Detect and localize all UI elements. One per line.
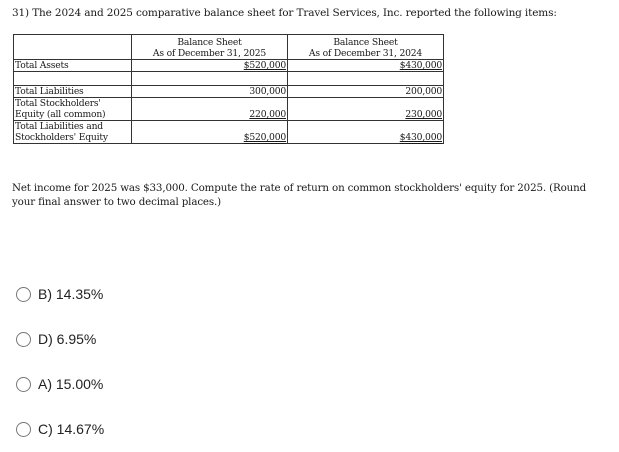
option-d[interactable] bbox=[16, 331, 96, 347]
table-header-row bbox=[14, 35, 444, 60]
total-assets-label: Total Assets bbox=[14, 60, 132, 72]
balance-sheet-table bbox=[13, 34, 444, 144]
total-equity-2024: 230,000 bbox=[288, 98, 444, 121]
radio-icon[interactable] bbox=[16, 422, 31, 437]
total-liabilities-2024: 200,000 bbox=[288, 86, 444, 98]
header-2025-date: As of December 31, 2025 bbox=[152, 48, 267, 59]
option-label: D) 6.95% bbox=[38, 331, 97, 347]
total-liab-equity-2024: $430,000 bbox=[288, 121, 444, 144]
table-row bbox=[14, 86, 444, 98]
table-spacer-row bbox=[14, 72, 444, 86]
total-liab-equity-2025: $520,000 bbox=[132, 121, 288, 144]
header-2025-title: Balance Sheet bbox=[177, 37, 242, 48]
option-label: A) 15.00% bbox=[38, 376, 104, 392]
total-assets-2024: $430,000 bbox=[288, 60, 444, 72]
header-2025 bbox=[132, 35, 288, 60]
option-label: C) 14.67% bbox=[38, 421, 105, 437]
table-row bbox=[14, 121, 444, 144]
total-liabilities-2025: 300,000 bbox=[132, 86, 288, 98]
option-c[interactable] bbox=[16, 421, 104, 437]
option-b[interactable] bbox=[16, 286, 103, 302]
radio-icon[interactable] bbox=[16, 332, 31, 347]
question-text: 31) The 2024 and 2025 comparative balance sheet for Travel Services, Inc. reported the following items: bbox=[12, 7, 557, 19]
total-equity-label: Total Stockholders' Equity (all common) bbox=[14, 98, 132, 121]
total-equity-2025: 220,000 bbox=[132, 98, 288, 121]
instructions-text: Net income for 2025 was $33,000. Compute the rate of return on common stockholders' equity for 2025. (Round your final answer to two decimal places.) bbox=[12, 182, 587, 208]
total-liab-equity-label: Total Liabilities and Stockholders' Equity bbox=[14, 121, 132, 144]
radio-icon[interactable] bbox=[16, 287, 31, 302]
total-liabilities-label: Total Liabilities bbox=[14, 86, 132, 98]
table-row bbox=[14, 98, 444, 121]
header-2024-date: As of December 31, 2024 bbox=[308, 48, 423, 59]
radio-icon[interactable] bbox=[16, 377, 31, 392]
header-2024-title: Balance Sheet bbox=[333, 37, 398, 48]
header-2024 bbox=[288, 35, 444, 60]
total-assets-2025: $520,000 bbox=[132, 60, 288, 72]
table-row bbox=[14, 60, 444, 72]
header-empty-cell bbox=[14, 35, 132, 60]
option-label: B) 14.35% bbox=[38, 286, 104, 302]
option-a[interactable] bbox=[16, 376, 103, 392]
